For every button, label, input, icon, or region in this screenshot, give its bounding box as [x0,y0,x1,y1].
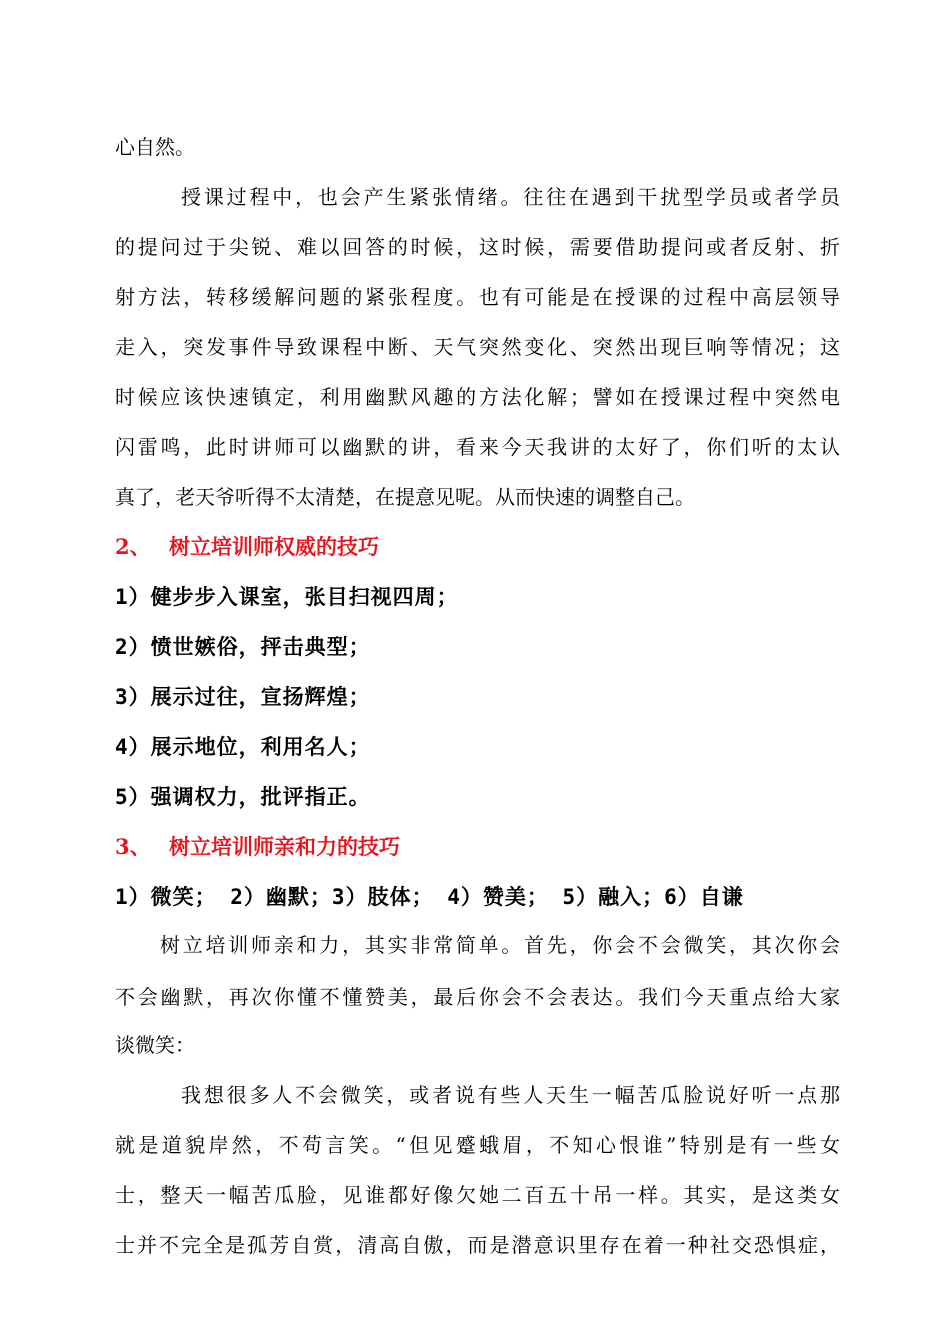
list-item: 4）展示地位，利用名人； [115,735,371,759]
section-title: 树立培训师亲和力的技巧 [169,834,400,859]
paragraph-line: 就是道貌岸然，不苟言笑。“但见蹙蛾眉，不知心恨谁”特别是有一些女 [115,1133,840,1157]
paragraph-line: 我想很多人不会微笑，或者说有些人天生一幅苦瓜脸说好听一点那 [181,1083,840,1107]
list-item: 5）强调权力，批评指正。 [115,785,371,809]
paragraph-line: 授课过程中，也会产生紧张情绪。往往在遇到干扰型学员或者学员 [181,185,840,209]
list-item: 2）愤世嫉俗，抨击典型； [115,635,371,659]
summary-list: 1）微笑； 2）幽默；3）肢体； 4）赞美； 5）融入；6）自谦 [115,885,744,909]
paragraph-line: 谈微笑： [115,1033,195,1057]
section-number: 2、 [115,534,151,559]
paragraph-line: 时候应该快速镇定，利用幽默风趣的方法化解；譬如在授课过程中突然电 [115,385,840,409]
paragraph-line: 射方法，转移缓解问题的紧张程度。也有可能是在授课的过程中高层领导 [115,285,840,309]
section-number: 3、 [115,834,151,859]
paragraph-line: 真了，老天爷听得不太清楚，在提意见呢。从而快速的调整自己。 [115,485,695,509]
list-item: 1）健步步入课室，张目扫视四周； [115,585,459,609]
list-item: 3）展示过往，宣扬辉煌； [115,685,371,709]
section-heading [115,533,840,561]
paragraph-line: 士，整天一幅苦瓜脸，见谁都好像欠她二百五十吊一样。其实，是这类女 [115,1183,840,1207]
paragraph-line: 闪雷鸣，此时讲师可以幽默的讲，看来今天我讲的太好了，你们听的太认 [115,435,840,459]
paragraph-line: 的提问过于尖锐、难以回答的时候，这时候，需要借助提问或者反射、折 [115,235,840,259]
paragraph-line: 不会幽默，再次你懂不懂赞美，最后你会不会表达。我们今天重点给大家 [115,985,840,1009]
paragraph-line: 树立培训师亲和力，其实非常简单。首先，你会不会微笑，其次你会 [160,933,840,957]
section-title: 树立培训师权威的技巧 [169,534,379,559]
paragraph-line: 士并不完全是孤芳自赏，清高自傲，而是潜意识里存在着一种社交恐惧症， [115,1233,840,1257]
paragraph-line: 心自然。 [115,135,195,159]
section-heading [115,833,840,861]
paragraph-line: 走入，突发事件导致课程中断、天气突然变化、突然出现巨响等情况；这 [115,335,840,359]
